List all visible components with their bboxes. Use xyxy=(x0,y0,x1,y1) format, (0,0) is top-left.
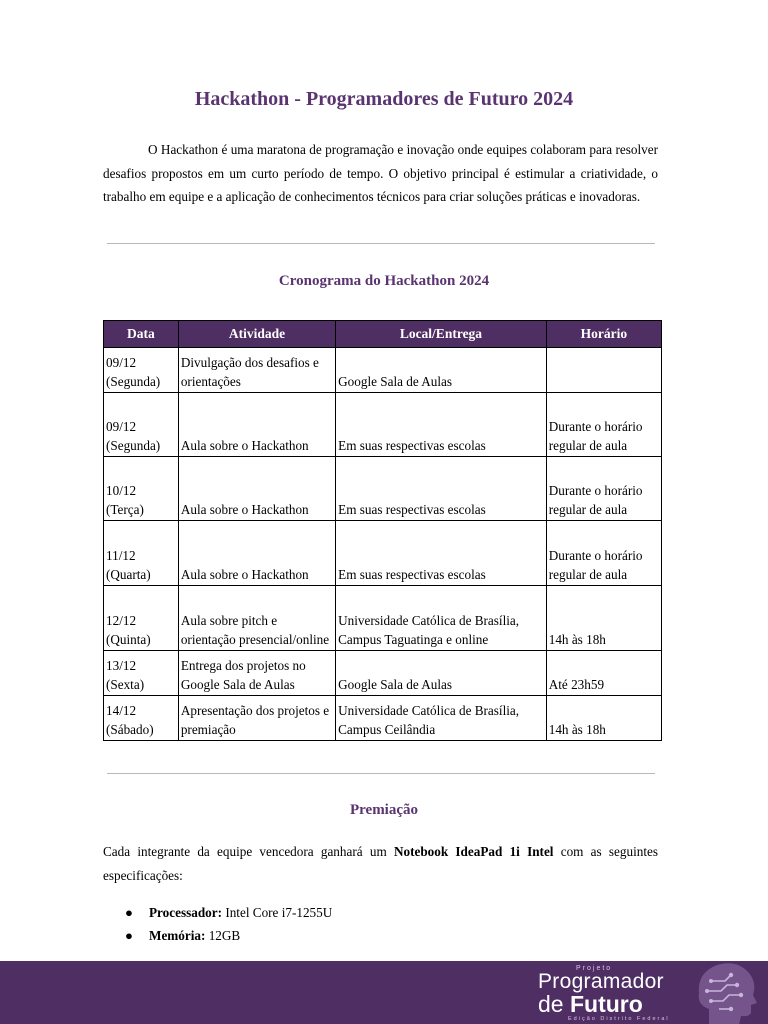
cell-local: Universidade Católica de Brasília, Campus Ceilândia xyxy=(336,696,547,741)
table-row xyxy=(104,393,662,457)
table-row xyxy=(104,348,662,393)
header-atividade: Atividade xyxy=(178,321,335,348)
table-row xyxy=(104,457,662,521)
divider xyxy=(107,243,655,244)
cell-horario: Até 23h59 xyxy=(546,651,661,696)
cell-data: 12/12 (Quinta) xyxy=(104,586,179,651)
cell-data: 09/12 (Segunda) xyxy=(104,393,179,457)
cell-local: Em suas respectivas escolas xyxy=(336,457,547,521)
cell-horario xyxy=(546,348,661,393)
footer-banner xyxy=(0,961,768,1024)
logo-line2: de Futuro xyxy=(538,991,643,1017)
cell-atividade: Aula sobre pitch e orientação presencial/online xyxy=(178,586,335,651)
cell-data: 09/12 (Segunda) xyxy=(104,348,179,393)
cell-local: Universidade Católica de Brasília, Campus Taguatinga e online xyxy=(336,586,547,651)
cell-atividade: Divulgação dos desafios e orientações xyxy=(178,348,335,393)
bullet-icon: ● xyxy=(125,905,133,920)
cell-data: 14/12 (Sábado) xyxy=(104,696,179,741)
list-item: ● Processador: Intel Core i7-1255U xyxy=(125,901,332,924)
cell-atividade: Apresentação dos projetos e premiação xyxy=(178,696,335,741)
intro-paragraph: O Hackathon é uma maratona de programação e inovação onde equipes colaboram para resolver desafios propostos em um curto período de tempo. O objetivo principal é estimular a criatividade, o trabalho em equipe e a aplicação de conhecimentos técnicos para criar soluções práticas e inovadoras. xyxy=(103,142,658,204)
table-row xyxy=(104,521,662,586)
prize-product: Notebook IdeaPad 1i Intel xyxy=(393,844,554,859)
specs-list xyxy=(125,901,332,947)
cell-local: Google Sala de Aulas xyxy=(336,348,547,393)
bullet-icon: ● xyxy=(125,928,133,943)
schedule-table xyxy=(103,320,662,741)
cell-horario: 14h às 18h xyxy=(546,696,661,741)
logo-line1: Programador xyxy=(538,970,664,993)
cell-atividade: Entrega dos projetos no Google Sala de Aulas xyxy=(178,651,335,696)
cell-local: Google Sala de Aulas xyxy=(336,651,547,696)
cell-local: Em suas respectivas escolas xyxy=(336,393,547,457)
table-row xyxy=(104,696,662,741)
program-logo xyxy=(536,961,768,1024)
cell-data: 13/12 (Sexta) xyxy=(104,651,179,696)
cell-horario: Durante o horário regular de aula xyxy=(546,521,661,586)
table-header-row xyxy=(104,321,662,348)
divider xyxy=(107,773,655,774)
cell-atividade: Aula sobre o Hackathon xyxy=(178,393,335,457)
cell-atividade: Aula sobre o Hackathon xyxy=(178,521,335,586)
cell-local: Em suas respectivas escolas xyxy=(336,521,547,586)
table-row xyxy=(104,586,662,651)
cell-data: 11/12 (Quarta) xyxy=(104,521,179,586)
logo-subtitle: Edição Distrito Federal xyxy=(568,1016,670,1022)
list-item: ● Memória: 12GB xyxy=(125,924,332,947)
logo-top-text: Projeto xyxy=(576,965,613,972)
prize-title: Premiação xyxy=(349,802,419,818)
header-horario: Horário xyxy=(546,321,661,348)
schedule-title: Cronograma do Hackathon 2024 xyxy=(278,273,490,289)
cell-atividade: Aula sobre o Hackathon xyxy=(178,457,335,521)
cell-data: 10/12 (Terça) xyxy=(104,457,179,521)
cell-horario: 14h às 18h xyxy=(546,586,661,651)
header-local: Local/Entrega xyxy=(336,321,547,348)
table-row xyxy=(104,651,662,696)
cell-horario: Durante o horário regular de aula xyxy=(546,393,661,457)
cell-horario: Durante o horário regular de aula xyxy=(546,457,661,521)
prize-paragraph: Cada integrante da equipe vencedora ganhará um Notebook IdeaPad 1i Intel com as seguintes especificações: xyxy=(103,844,658,883)
circuit-head-icon xyxy=(691,961,761,1024)
header-data: Data xyxy=(104,321,179,348)
page-title: Hackathon - Programadores de Futuro 2024 xyxy=(194,88,574,110)
